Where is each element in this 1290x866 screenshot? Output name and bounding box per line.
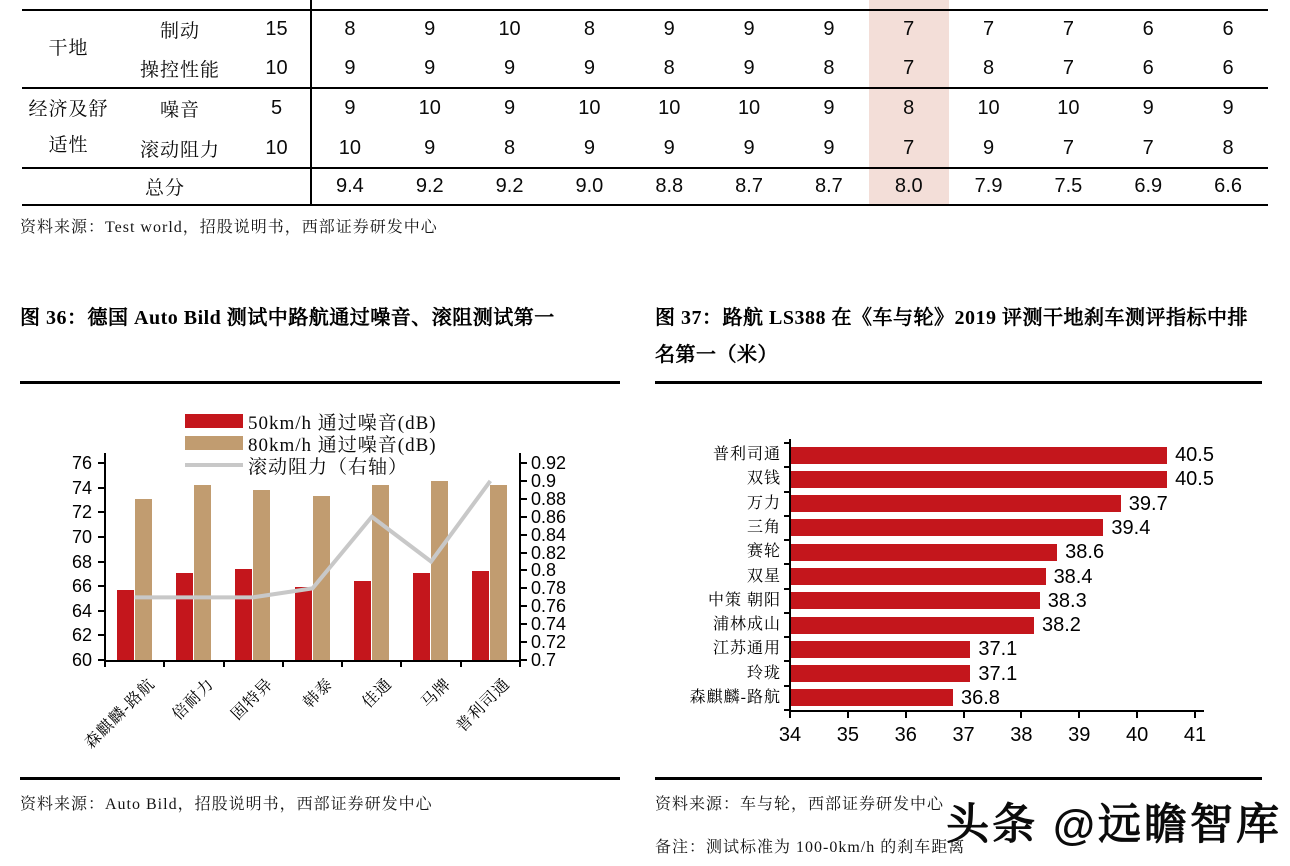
table-cell: 10 bbox=[977, 96, 1000, 119]
table-total-label: 总分 bbox=[144, 178, 185, 199]
x-axis-tick bbox=[460, 660, 462, 667]
table-total-cell: 8.7 bbox=[815, 175, 843, 197]
right-axis-label: 0.72 bbox=[531, 632, 567, 653]
bar-series-0 bbox=[235, 569, 252, 660]
right-axis-tick bbox=[521, 516, 527, 518]
table-total-cell: 7.5 bbox=[1054, 175, 1083, 197]
table-cell: 9 bbox=[823, 18, 835, 40]
table-total-cell: 8.7 bbox=[735, 175, 763, 197]
table-cell: 9 bbox=[504, 96, 516, 119]
left-axis-label: 72 bbox=[71, 502, 92, 523]
table-cell: 9 bbox=[823, 96, 835, 119]
x-axis-tick bbox=[400, 660, 402, 667]
x-axis-tick bbox=[223, 660, 225, 667]
bar bbox=[791, 519, 1103, 536]
x-axis-tick bbox=[963, 712, 965, 718]
x-axis-tick bbox=[104, 660, 106, 667]
left-axis-label: 76 bbox=[71, 453, 92, 473]
legend-line-swatch bbox=[185, 463, 243, 467]
figure-36-bottom-rule bbox=[20, 777, 620, 780]
figure-37-chart bbox=[655, 398, 1267, 770]
figure-37-source: 资料来源：车与轮，西部证券研发中心 bbox=[655, 796, 945, 813]
table-cell: 7 bbox=[903, 136, 915, 159]
table-cell: 10 bbox=[578, 96, 601, 119]
right-axis-tick bbox=[521, 534, 527, 536]
category-label: 万力 bbox=[746, 494, 781, 512]
category-label: 双星 bbox=[746, 567, 781, 585]
figure-37-title-rule bbox=[655, 381, 1262, 384]
left-axis-label: 70 bbox=[71, 526, 92, 547]
bar-series-0 bbox=[354, 581, 371, 660]
table-weight-cell: 10 bbox=[265, 136, 288, 159]
x-axis-label: 37 bbox=[952, 724, 975, 746]
legend-item bbox=[185, 454, 437, 476]
table-group-cell: 经济及舒适性 bbox=[28, 98, 109, 156]
y-axis-tick bbox=[784, 685, 790, 687]
x-axis-tick bbox=[789, 712, 791, 718]
table-cell: 7 bbox=[903, 18, 915, 40]
left-axis-label: 68 bbox=[71, 551, 92, 572]
bar bbox=[791, 568, 1046, 585]
right-axis-tick bbox=[521, 587, 527, 589]
right-axis-label: 0.78 bbox=[531, 578, 567, 599]
right-axis-tick bbox=[521, 462, 527, 464]
table-cell: 8 bbox=[983, 57, 995, 79]
right-axis-label: 0.76 bbox=[531, 596, 567, 617]
bar-series-1 bbox=[135, 499, 152, 660]
value-label: 36.8 bbox=[961, 686, 1000, 709]
table-cell: 10 bbox=[338, 136, 362, 159]
bar-series-1 bbox=[372, 485, 389, 660]
left-axis-label: 74 bbox=[71, 477, 92, 498]
table-item-cell: 操控性能 bbox=[139, 60, 220, 81]
y-axis-tick bbox=[784, 539, 790, 541]
value-label: 37.1 bbox=[978, 638, 1018, 661]
figure-37-note: 备注：测试标准为 100-0km/h 的刹车距离 bbox=[655, 839, 966, 856]
x-axis-label: 36 bbox=[894, 724, 917, 746]
figure-36-source: 资料来源：Auto Bild，招股说明书，西部证券研发中心 bbox=[20, 796, 433, 813]
table-cell: 6 bbox=[1222, 18, 1234, 40]
table-cell: 7 bbox=[1062, 57, 1074, 79]
right-axis-label: 0.82 bbox=[531, 542, 567, 563]
legend-label: 滚动阻力（右轴） bbox=[248, 456, 409, 478]
category-label: 佳通 bbox=[359, 675, 396, 712]
category-label: 玲珑 bbox=[746, 664, 781, 682]
x-axis-line bbox=[104, 660, 521, 662]
table-weight-cell: 5 bbox=[270, 96, 283, 119]
table-item-cell: 噪音 bbox=[159, 99, 200, 121]
bar bbox=[791, 592, 1040, 609]
table-cell: 10 bbox=[498, 18, 521, 40]
bar bbox=[791, 641, 970, 658]
table-total-cell: 8.0 bbox=[894, 175, 923, 197]
table-item-cell: 制动 bbox=[159, 21, 200, 42]
category-label: 韩泰 bbox=[299, 675, 337, 712]
table-cell: 6 bbox=[1222, 57, 1234, 79]
left-axis-tick bbox=[98, 561, 105, 563]
bar-series-0 bbox=[472, 571, 489, 660]
table-cell: 9 bbox=[583, 57, 595, 79]
table-cell: 10 bbox=[418, 96, 441, 119]
value-label: 37.1 bbox=[978, 662, 1018, 685]
table-cell: 6 bbox=[1142, 18, 1154, 40]
x-axis-tick bbox=[847, 712, 849, 718]
table-cell: 9 bbox=[424, 18, 436, 40]
table-cell: 7 bbox=[1062, 136, 1074, 159]
bar bbox=[791, 495, 1121, 512]
table-cell: 9 bbox=[823, 136, 835, 159]
left-axis-label: 62 bbox=[71, 625, 92, 646]
table-cell: 9 bbox=[743, 18, 755, 40]
x-axis-label: 38 bbox=[1010, 724, 1033, 746]
table-source: 资料来源：Test world，招股说明书，西部证券研发中心 bbox=[20, 219, 438, 236]
bar-series-1 bbox=[431, 481, 448, 660]
category-label: 森麒麟-路航 bbox=[81, 675, 159, 753]
table-cell: 9 bbox=[743, 57, 755, 79]
table-cell: 9 bbox=[344, 57, 356, 79]
table-cell: 10 bbox=[1057, 96, 1080, 119]
left-axis-tick bbox=[98, 585, 105, 587]
score-table bbox=[0, 0, 1290, 207]
right-axis-label: 0.86 bbox=[531, 506, 567, 527]
legend-label: 80km/h 通过噪音(dB) bbox=[248, 434, 437, 456]
right-axis-tick bbox=[521, 605, 527, 607]
legend-bar-swatch bbox=[185, 436, 243, 450]
figure-37-bottom-rule bbox=[655, 777, 1262, 780]
table-cell: 8 bbox=[663, 57, 675, 79]
table-cell: 9 bbox=[983, 136, 995, 159]
table-cell: 9 bbox=[1222, 96, 1234, 119]
bar-series-0 bbox=[413, 573, 430, 660]
bar bbox=[791, 471, 1167, 488]
x-axis-tick bbox=[341, 660, 343, 667]
bar-series-1 bbox=[313, 496, 330, 660]
category-label: 倍耐力 bbox=[169, 675, 218, 724]
left-axis-line bbox=[104, 453, 106, 660]
left-axis-tick bbox=[98, 634, 105, 636]
bar-series-1 bbox=[490, 485, 507, 660]
table-cell: 7 bbox=[1142, 136, 1154, 159]
table-cell: 9 bbox=[583, 136, 595, 159]
bar bbox=[791, 617, 1034, 634]
category-label: 江苏通用 bbox=[712, 640, 781, 658]
left-axis-tick bbox=[98, 511, 105, 513]
table-total-cell: 9.2 bbox=[415, 175, 444, 197]
y-axis-tick bbox=[784, 709, 790, 711]
table-cell: 10 bbox=[658, 96, 681, 119]
figure-36-title-rule bbox=[20, 381, 620, 384]
bar bbox=[791, 665, 970, 682]
table-weight-cell: 15 bbox=[265, 18, 288, 40]
bar bbox=[791, 544, 1057, 561]
table-cell: 7 bbox=[903, 57, 915, 79]
y-axis-tick bbox=[784, 612, 790, 614]
y-axis-tick bbox=[784, 563, 790, 565]
value-label: 39.7 bbox=[1128, 492, 1168, 515]
right-axis-label: 0.9 bbox=[531, 470, 557, 491]
category-label: 三角 bbox=[746, 518, 781, 536]
category-label: 固特异 bbox=[228, 675, 277, 724]
right-axis-tick bbox=[521, 569, 527, 571]
bar bbox=[791, 689, 953, 706]
table-cell: 9 bbox=[743, 136, 755, 159]
left-axis-label: 66 bbox=[71, 576, 92, 597]
right-axis-tick bbox=[521, 659, 527, 661]
x-axis-tick bbox=[1136, 712, 1138, 718]
right-axis-tick bbox=[521, 498, 527, 500]
table-weight-cell: 10 bbox=[265, 57, 288, 79]
bar-series-0 bbox=[117, 590, 134, 660]
right-axis-tick bbox=[521, 480, 527, 482]
x-axis-tick bbox=[519, 660, 521, 667]
table-total-cell: 9.4 bbox=[336, 175, 364, 197]
value-label: 38.3 bbox=[1047, 589, 1087, 612]
right-axis-label: 0.88 bbox=[531, 488, 567, 509]
right-axis-label: 0.74 bbox=[531, 614, 567, 635]
y-axis-tick bbox=[784, 636, 790, 638]
table-item-cell: 滚动阻力 bbox=[139, 139, 220, 161]
table-cell: 8 bbox=[903, 96, 915, 119]
table-cell: 9 bbox=[1142, 96, 1154, 119]
x-axis-tick bbox=[163, 660, 165, 667]
table-cell: 8 bbox=[344, 18, 356, 40]
category-label: 中策 朝阳 bbox=[707, 591, 781, 609]
table-cell: 8 bbox=[823, 57, 835, 79]
left-axis-label: 60 bbox=[71, 650, 92, 670]
right-axis-tick bbox=[521, 552, 527, 554]
y-axis-tick bbox=[784, 588, 790, 590]
left-axis-tick bbox=[98, 462, 105, 464]
left-axis-label: 64 bbox=[71, 600, 92, 621]
y-axis-tick bbox=[784, 491, 790, 493]
category-label: 普利司通 bbox=[453, 675, 514, 736]
figure-36-title: 图 36：德国 Auto Bild 测试中路航通过噪音、滚阻测试第一 bbox=[20, 307, 555, 329]
x-axis-label: 34 bbox=[778, 724, 802, 746]
y-axis-tick bbox=[784, 660, 790, 662]
value-label: 40.5 bbox=[1175, 468, 1214, 491]
table-group-cell: 干地 bbox=[48, 37, 89, 59]
table-cell: 9 bbox=[424, 57, 436, 79]
watermark: 头条 @远瞻智库 bbox=[946, 801, 1282, 849]
table-cell: 10 bbox=[737, 96, 761, 119]
value-label: 39.4 bbox=[1111, 516, 1151, 539]
x-axis-tick bbox=[1194, 712, 1196, 718]
table-cell: 9 bbox=[344, 96, 356, 119]
value-label: 40.5 bbox=[1175, 444, 1214, 467]
table-cell: 9 bbox=[424, 136, 436, 159]
left-axis-tick bbox=[98, 487, 105, 489]
table-total-cell: 9.2 bbox=[495, 175, 524, 197]
value-label: 38.4 bbox=[1053, 565, 1093, 588]
table-total-cell: 7.9 bbox=[974, 175, 1003, 197]
right-axis-label: 0.92 bbox=[531, 453, 567, 473]
table-cell: 7 bbox=[1062, 18, 1074, 40]
bar-series-0 bbox=[176, 573, 193, 660]
x-axis-tick bbox=[1020, 712, 1022, 718]
y-axis-tick bbox=[784, 515, 790, 517]
y-axis-tick bbox=[784, 442, 790, 444]
category-label: 马牌 bbox=[418, 675, 455, 712]
category-label: 森麒麟-路航 bbox=[689, 688, 781, 706]
figure-36-chart bbox=[20, 398, 620, 770]
x-axis-label: 40 bbox=[1126, 724, 1149, 746]
right-axis-label: 0.7 bbox=[531, 650, 557, 670]
table-total-cell: 6.6 bbox=[1214, 175, 1242, 197]
table-cell: 7 bbox=[983, 18, 995, 40]
figure-36-legend bbox=[185, 410, 437, 476]
bar-series-1 bbox=[194, 485, 211, 660]
bar-series-1 bbox=[253, 490, 270, 660]
x-axis-label: 35 bbox=[836, 724, 859, 746]
table-cell: 8 bbox=[583, 18, 595, 40]
value-label: 38.6 bbox=[1065, 541, 1105, 564]
x-axis-line bbox=[789, 710, 1204, 712]
table-cell: 8 bbox=[1222, 136, 1234, 159]
right-axis-label: 0.8 bbox=[531, 560, 557, 581]
x-axis-tick bbox=[1078, 712, 1080, 718]
right-axis-label: 0.84 bbox=[531, 524, 567, 545]
legend-label: 50km/h 通过噪音(dB) bbox=[248, 412, 437, 434]
right-axis-line bbox=[519, 453, 521, 660]
table-total-cell: 9.0 bbox=[575, 175, 604, 197]
left-axis-tick bbox=[98, 536, 105, 538]
table-total-cell: 6.9 bbox=[1134, 175, 1163, 197]
legend-bar-swatch bbox=[185, 414, 243, 428]
table-cell: 8 bbox=[504, 136, 516, 159]
right-axis-tick bbox=[521, 641, 527, 643]
right-axis-tick bbox=[521, 623, 527, 625]
table-total-cell: 8.8 bbox=[655, 175, 684, 197]
x-axis-label: 39 bbox=[1068, 724, 1091, 746]
x-axis-tick bbox=[282, 660, 284, 667]
category-label: 浦林成山 bbox=[712, 616, 781, 634]
x-axis-label: 41 bbox=[1183, 724, 1207, 746]
table-cell: 6 bbox=[1142, 57, 1154, 79]
bar-series-0 bbox=[295, 587, 312, 660]
category-label: 普利司通 bbox=[712, 446, 781, 464]
left-axis-tick bbox=[98, 610, 105, 612]
figure-37-title: 图 37：路航 LS388 在《车与轮》2019 评测干地刹车测评指标中排名第一（米） bbox=[655, 307, 1248, 366]
bar bbox=[791, 447, 1167, 464]
category-label: 赛轮 bbox=[746, 543, 781, 561]
table-cell: 9 bbox=[504, 57, 516, 79]
category-label: 双钱 bbox=[746, 470, 781, 488]
x-axis-tick bbox=[905, 712, 907, 718]
table-cell: 9 bbox=[663, 18, 675, 40]
table-cell: 9 bbox=[663, 136, 675, 159]
y-axis-tick bbox=[784, 466, 790, 468]
value-label: 38.2 bbox=[1042, 614, 1081, 637]
